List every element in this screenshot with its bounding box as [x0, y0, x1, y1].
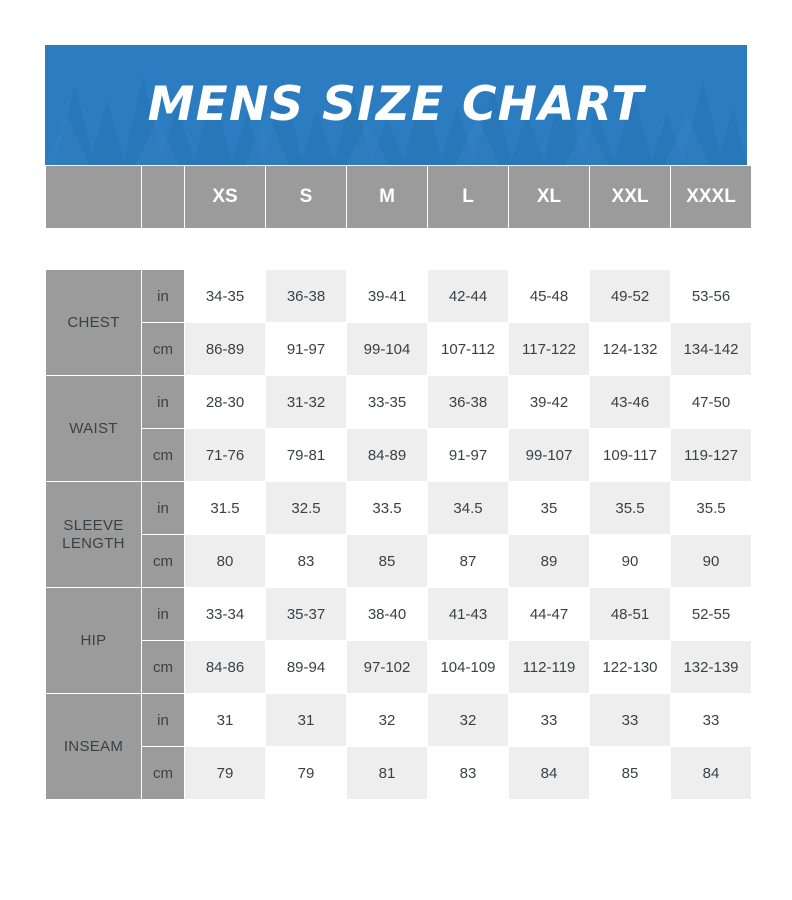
unit-cell-chest-in: in [142, 270, 185, 323]
cell-sleeve-in-xl: 35 [509, 482, 590, 535]
cell-inseam-cm-xxl: 85 [590, 747, 671, 800]
spacer-cell [185, 229, 266, 270]
size-chart-table [45, 165, 752, 800]
cell-hip-in-xxxl: 52-55 [671, 588, 752, 641]
cell-inseam-cm-xs: 79 [185, 747, 266, 800]
cell-sleeve-in-xs: 31.5 [185, 482, 266, 535]
spacer-cell [671, 229, 752, 270]
row-label-hip: HIP [46, 588, 142, 694]
cell-hip-cm-xxxl: 132-139 [671, 641, 752, 694]
cell-sleeve-cm-s: 83 [266, 535, 347, 588]
header-size-xxxl: XXXL [671, 166, 752, 229]
row-label-waist: WAIST [46, 376, 142, 482]
cell-sleeve-cm-xxxl: 90 [671, 535, 752, 588]
cell-hip-in-xxl: 48-51 [590, 588, 671, 641]
cell-sleeve-in-s: 32.5 [266, 482, 347, 535]
unit-cell-sleeve-in: in [142, 482, 185, 535]
table-row [46, 482, 752, 535]
cell-sleeve-in-l: 34.5 [428, 482, 509, 535]
header-unit-cell [142, 166, 185, 229]
cell-inseam-in-xxxl: 33 [671, 694, 752, 747]
cell-waist-cm-xxl: 109-117 [590, 429, 671, 482]
spacer-cell [590, 229, 671, 270]
cell-inseam-in-l: 32 [428, 694, 509, 747]
cell-inseam-in-xxl: 33 [590, 694, 671, 747]
unit-cell-chest-cm: cm [142, 323, 185, 376]
page-title: MENS SIZE CHART [147, 77, 645, 132]
spacer-cell [509, 229, 590, 270]
header-size-xxl: XXL [590, 166, 671, 229]
cell-sleeve-cm-xs: 80 [185, 535, 266, 588]
table-row [46, 747, 752, 800]
row-label-inseam: INSEAM [46, 694, 142, 800]
unit-cell-waist-cm: cm [142, 429, 185, 482]
cell-chest-cm-xs: 86-89 [185, 323, 266, 376]
size-chart-container [45, 45, 747, 800]
table-row [46, 535, 752, 588]
cell-inseam-cm-m: 81 [347, 747, 428, 800]
cell-sleeve-cm-m: 85 [347, 535, 428, 588]
header-size-m: M [347, 166, 428, 229]
cell-chest-in-m: 39-41 [347, 270, 428, 323]
cell-sleeve-in-xxxl: 35.5 [671, 482, 752, 535]
cell-chest-in-xs: 34-35 [185, 270, 266, 323]
cell-hip-cm-xxl: 122-130 [590, 641, 671, 694]
cell-chest-in-xxxl: 53-56 [671, 270, 752, 323]
table-spacer-row [46, 229, 752, 270]
cell-chest-cm-xl: 117-122 [509, 323, 590, 376]
cell-waist-in-m: 33-35 [347, 376, 428, 429]
unit-cell-sleeve-cm: cm [142, 535, 185, 588]
table-row [46, 694, 752, 747]
cell-waist-in-s: 31-32 [266, 376, 347, 429]
cell-inseam-cm-xl: 84 [509, 747, 590, 800]
cell-chest-in-xxl: 49-52 [590, 270, 671, 323]
chart-header-banner [45, 45, 747, 165]
cell-chest-cm-l: 107-112 [428, 323, 509, 376]
cell-chest-in-xl: 45-48 [509, 270, 590, 323]
cell-sleeve-cm-xxl: 90 [590, 535, 671, 588]
cell-hip-in-m: 38-40 [347, 588, 428, 641]
table-row [46, 429, 752, 482]
cell-waist-cm-xs: 71-76 [185, 429, 266, 482]
table-row [46, 376, 752, 429]
header-size-s: S [266, 166, 347, 229]
cell-waist-cm-xxxl: 119-127 [671, 429, 752, 482]
cell-waist-cm-l: 91-97 [428, 429, 509, 482]
unit-cell-inseam-cm: cm [142, 747, 185, 800]
unit-cell-inseam-in: in [142, 694, 185, 747]
cell-sleeve-cm-xl: 89 [509, 535, 590, 588]
table-row [46, 588, 752, 641]
cell-waist-cm-m: 84-89 [347, 429, 428, 482]
cell-inseam-in-s: 31 [266, 694, 347, 747]
row-label-sleeve-length: SLEEVE LENGTH [46, 482, 142, 588]
cell-waist-in-xl: 39-42 [509, 376, 590, 429]
unit-cell-waist-in: in [142, 376, 185, 429]
cell-sleeve-in-xxl: 35.5 [590, 482, 671, 535]
spacer-cell [142, 229, 185, 270]
cell-waist-in-xxxl: 47-50 [671, 376, 752, 429]
cell-waist-in-l: 36-38 [428, 376, 509, 429]
cell-waist-in-xxl: 43-46 [590, 376, 671, 429]
cell-hip-in-xl: 44-47 [509, 588, 590, 641]
cell-chest-in-s: 36-38 [266, 270, 347, 323]
cell-chest-cm-s: 91-97 [266, 323, 347, 376]
unit-cell-hip-cm: cm [142, 641, 185, 694]
header-size-l: L [428, 166, 509, 229]
header-corner-cell [46, 166, 142, 229]
cell-chest-in-l: 42-44 [428, 270, 509, 323]
cell-waist-cm-xl: 99-107 [509, 429, 590, 482]
table-row [46, 641, 752, 694]
unit-cell-hip-in: in [142, 588, 185, 641]
cell-inseam-cm-xxxl: 84 [671, 747, 752, 800]
cell-inseam-in-m: 32 [347, 694, 428, 747]
header-size-xs: XS [185, 166, 266, 229]
cell-hip-cm-xl: 112-119 [509, 641, 590, 694]
cell-hip-cm-xs: 84-86 [185, 641, 266, 694]
cell-chest-cm-xxl: 124-132 [590, 323, 671, 376]
row-label-chest: CHEST [46, 270, 142, 376]
cell-chest-cm-xxxl: 134-142 [671, 323, 752, 376]
cell-sleeve-in-m: 33.5 [347, 482, 428, 535]
cell-inseam-cm-l: 83 [428, 747, 509, 800]
spacer-cell [266, 229, 347, 270]
spacer-cell [46, 229, 142, 270]
cell-chest-cm-m: 99-104 [347, 323, 428, 376]
cell-hip-cm-s: 89-94 [266, 641, 347, 694]
cell-hip-in-s: 35-37 [266, 588, 347, 641]
table-row [46, 323, 752, 376]
cell-inseam-cm-s: 79 [266, 747, 347, 800]
cell-waist-in-xs: 28-30 [185, 376, 266, 429]
cell-hip-cm-l: 104-109 [428, 641, 509, 694]
cell-inseam-in-xl: 33 [509, 694, 590, 747]
cell-hip-in-xs: 33-34 [185, 588, 266, 641]
cell-inseam-in-xs: 31 [185, 694, 266, 747]
cell-hip-in-l: 41-43 [428, 588, 509, 641]
table-header-row [46, 166, 752, 229]
spacer-cell [428, 229, 509, 270]
header-size-xl: XL [509, 166, 590, 229]
cell-hip-cm-m: 97-102 [347, 641, 428, 694]
spacer-cell [347, 229, 428, 270]
cell-sleeve-cm-l: 87 [428, 535, 509, 588]
table-row [46, 270, 752, 323]
cell-waist-cm-s: 79-81 [266, 429, 347, 482]
